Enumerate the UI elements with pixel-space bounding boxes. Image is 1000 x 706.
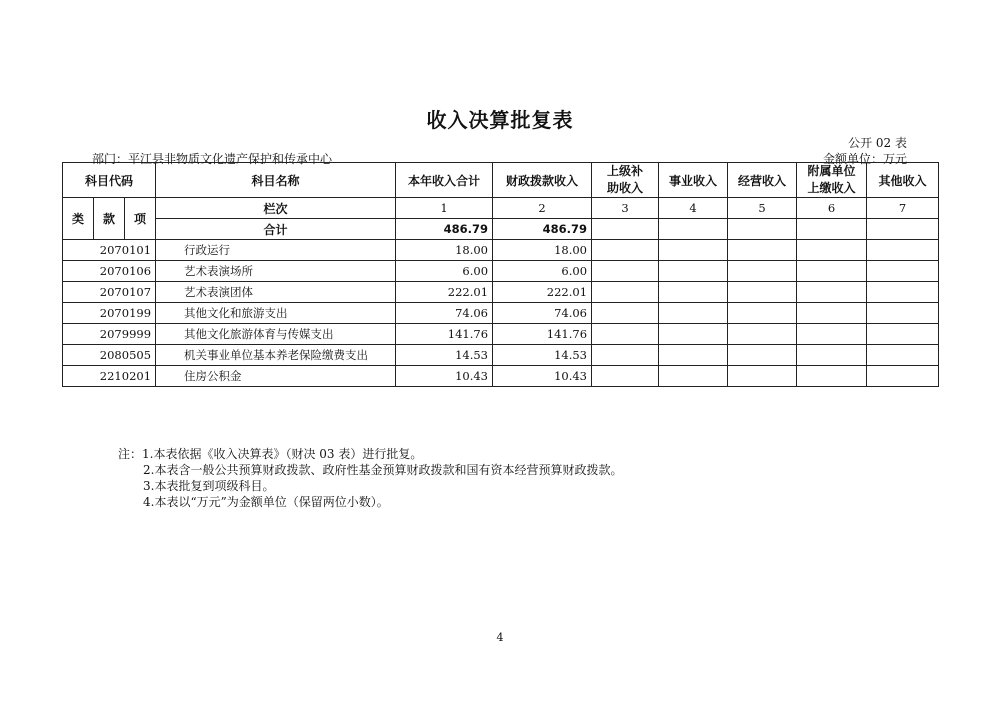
header-business: 事业收入 [659, 163, 728, 198]
row-code: 2070199 [63, 303, 156, 324]
row-code: 2070101 [63, 240, 156, 261]
row-total: 222.01 [396, 282, 493, 303]
row-code: 2070106 [63, 261, 156, 282]
total-income: 486.79 [396, 219, 493, 240]
income-table [62, 162, 939, 387]
row-fiscal: 74.06 [493, 303, 592, 324]
row-total: 18.00 [396, 240, 493, 261]
row-code: 2080505 [63, 345, 156, 366]
table-row [63, 282, 939, 303]
form-number: 公开 02 表 [848, 136, 907, 150]
row-fiscal: 222.01 [493, 282, 592, 303]
col-num: 3 [592, 198, 659, 219]
total-row [63, 219, 939, 240]
row-total: 6.00 [396, 261, 493, 282]
col-num: 1 [396, 198, 493, 219]
note-line: 注：1.本表依据《收入决算表》（财决 03 表）进行批复。 [118, 447, 423, 461]
header-kuan: 款 [94, 198, 125, 240]
col-num: 2 [493, 198, 592, 219]
header-name: 科目名称 [156, 163, 396, 198]
row-name: 艺术表演团体 [156, 282, 396, 303]
row-code: 2079999 [63, 324, 156, 345]
row-fiscal: 10.43 [493, 366, 592, 387]
row-name: 其他文化旅游体育与传媒支出 [156, 324, 396, 345]
amount-unit: 金额单位：万元 [822, 152, 907, 166]
row-fiscal: 6.00 [493, 261, 592, 282]
header-lanci: 栏次 [156, 198, 396, 219]
header-fiscal: 财政拨款收入 [493, 163, 592, 198]
header-affiliated: 附属单位上缴收入 [797, 163, 867, 198]
row-fiscal: 14.53 [493, 345, 592, 366]
notes [118, 446, 622, 510]
note-line: 2.本表含一般公共预算财政拨款、政府性基金预算财政拨款和国有资本经营预算财政拨款。 [143, 463, 623, 477]
row-total: 10.43 [396, 366, 493, 387]
row-total: 14.53 [396, 345, 493, 366]
col-num: 4 [659, 198, 728, 219]
table-row [63, 261, 939, 282]
col-num: 5 [728, 198, 797, 219]
row-name: 住房公积金 [156, 366, 396, 387]
header-row [63, 163, 939, 198]
header-other: 其他收入 [867, 163, 939, 198]
row-total: 141.76 [396, 324, 493, 345]
table-row [63, 345, 939, 366]
header-subsidy: 上级补助收入 [592, 163, 659, 198]
row-code: 2210201 [63, 366, 156, 387]
row-name: 艺术表演场所 [156, 261, 396, 282]
total-label: 合计 [156, 219, 396, 240]
header-operating: 经营收入 [728, 163, 797, 198]
row-fiscal: 141.76 [493, 324, 592, 345]
header-xiang: 项 [125, 198, 156, 240]
page-title: 收入决算批复表 [426, 108, 574, 132]
department-label: 部门：平江县非物质文化遗产保护和传承中心 [92, 152, 333, 166]
col-num: 6 [797, 198, 867, 219]
table-row [63, 366, 939, 387]
header-lei: 类 [63, 198, 94, 240]
note-line: 3.本表批复到项级科目。 [143, 479, 275, 493]
table-row [63, 303, 939, 324]
header-code: 科目代码 [63, 163, 156, 198]
table-row [63, 240, 939, 261]
col-num: 7 [867, 198, 939, 219]
row-name: 其他文化和旅游支出 [156, 303, 396, 324]
column-number-row [63, 198, 939, 219]
header-total: 本年收入合计 [396, 163, 493, 198]
row-fiscal: 18.00 [493, 240, 592, 261]
total-fiscal: 486.79 [493, 219, 592, 240]
row-name: 机关事业单位基本养老保险缴费支出 [156, 345, 396, 366]
row-code: 2070107 [63, 282, 156, 303]
row-total: 74.06 [396, 303, 493, 324]
table-row [63, 324, 939, 345]
note-line: 4.本表以“万元”为金额单位（保留两位小数）。 [143, 495, 389, 509]
row-name: 行政运行 [156, 240, 396, 261]
page-number: 4 [496, 631, 504, 644]
